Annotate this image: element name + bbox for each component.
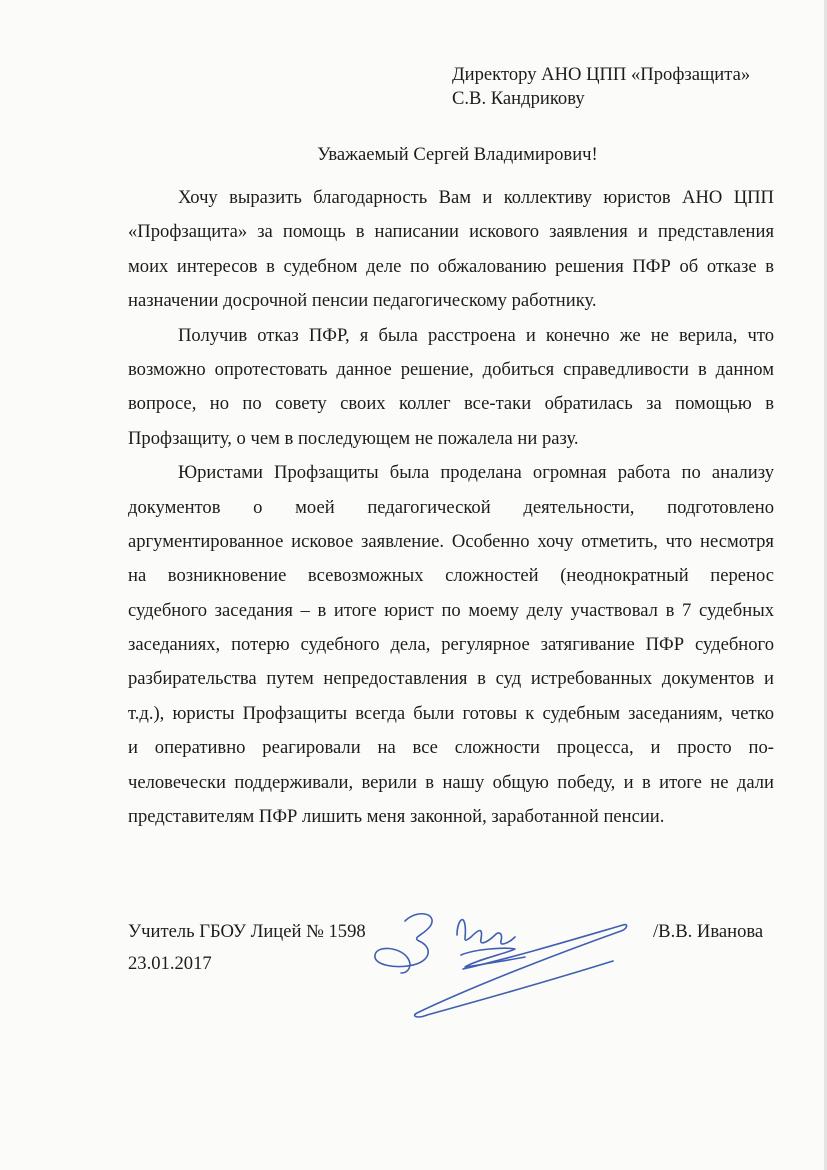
signer-position: Учитель ГБОУ Лицей № 1598 <box>128 921 366 942</box>
signature-strokes <box>375 914 627 1017</box>
text-line: представителям ПФР лишить меня законной, заработанной пенсии. <box>128 806 665 828</box>
text-line: Юристами Профзащиты была проделана огромная работа по анализу <box>178 462 774 484</box>
letter-body <box>128 181 774 834</box>
signature-stroke <box>405 914 432 965</box>
text-line: вопросе, но по совету своих коллег все-таки обратилась за помощью в <box>128 393 774 415</box>
text-line: и оперативно реагировали на все сложности процесса, и просто по- <box>128 737 774 759</box>
signature-stroke <box>457 920 515 944</box>
text-line: назначении досрочной пенсии педагогическому работнику. <box>128 290 597 312</box>
paragraph-work-done <box>128 456 774 834</box>
text-line: «Профзащита» за помощь в написании искового заявления и представления <box>128 221 774 243</box>
text-line: заседаниях, потерю судебного дела, регулярное затягивание ПФР судебного <box>128 634 774 656</box>
text-line: аргументированное исковое заявление. Особенно хочу отметить, что несмотря <box>128 530 774 552</box>
signer-name: /В.В. Иванова <box>653 921 764 942</box>
text-line: т.д.), юристы Профзащиты всегда были готовы к судебным заседаниям, четко <box>128 702 774 724</box>
salutation: Уважаемый Сергей Владимирович! <box>317 144 598 165</box>
text-line: Получив отказ ПФР, я была расстроена и конечно же не верила, что <box>178 324 774 346</box>
text-line: Профзащиту, о чем в последующем не пожалела ни разу. <box>128 427 579 449</box>
addressee-line-director: Директору АНО ЦПП «Профзащита» <box>452 64 751 85</box>
handwritten-signature <box>365 895 655 1025</box>
signature-stroke <box>461 948 525 967</box>
signature-block <box>128 916 366 980</box>
text-line: человечески поддерживали, верили в нашу общую победу, и в итоге не дали <box>128 771 774 793</box>
text-line: возможно опротестовать данное решение, добиться справедливости в данном <box>128 358 774 380</box>
text-line: разбирательства путем непредоставления в суд истребованных документов и <box>128 668 774 690</box>
text-line: Хочу выразить благодарность Вам и коллективу юристов АНО ЦПП <box>178 187 774 208</box>
text-line: на возникновение всевозможных сложностей (неоднократный перенос <box>128 565 774 587</box>
text-line: судебного заседания – в итоге юрист по моему делу участвовал в 7 судебных <box>128 599 774 621</box>
paragraph-refusal <box>128 319 774 457</box>
paragraph-gratitude <box>128 181 774 319</box>
addressee-block <box>452 63 750 111</box>
signature-stroke <box>375 948 413 973</box>
text-line: моих интересов в судебном деле по обжалованию решения ПФР об отказе в <box>128 255 774 277</box>
addressee-line-name: С.В. Кандрикову <box>452 88 585 109</box>
text-line: документов о моей педагогической деятельности, подготовлено <box>128 496 774 518</box>
letter-date: 23.01.2017 <box>128 953 212 974</box>
signature-stroke <box>415 925 627 1017</box>
